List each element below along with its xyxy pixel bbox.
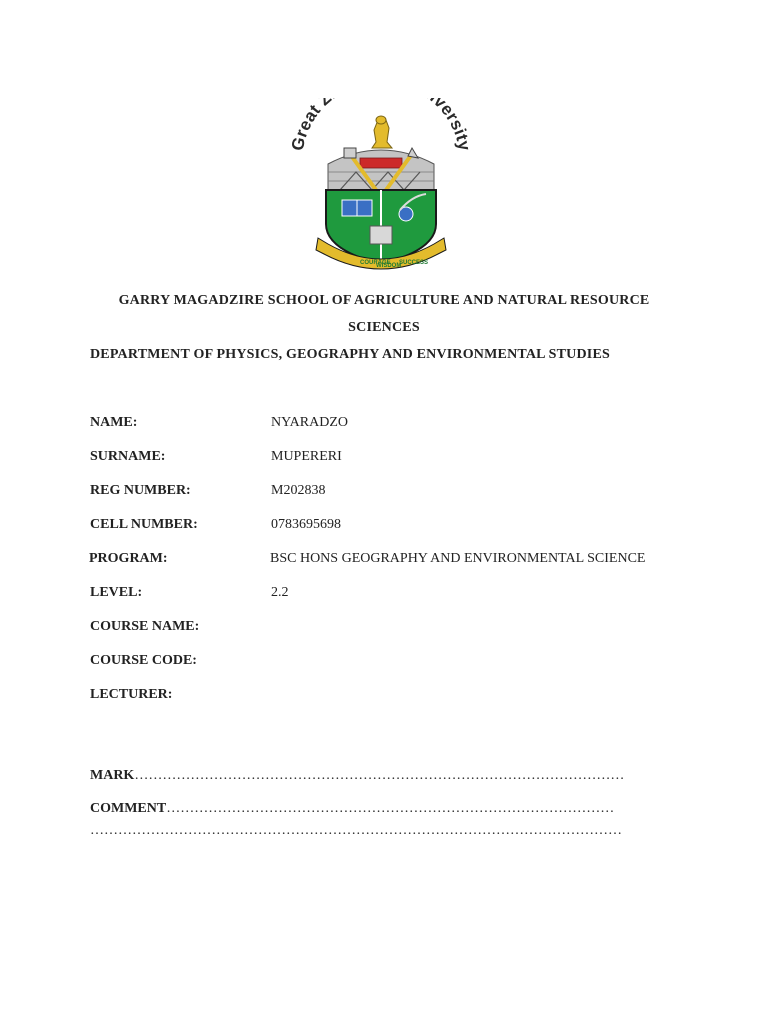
logo-university-name: Great Z versity (288, 98, 474, 153)
reg-number-label: REG NUMBER: (90, 483, 191, 498)
student-info-table (90, 413, 678, 719)
mark-dots: …………………………………………………………………………………………… (134, 768, 625, 783)
comment-dots: …………………………………………………………………………………… (166, 801, 615, 816)
field-row-lecturer (90, 685, 678, 705)
motto-word-2: WISDOM (376, 263, 402, 269)
mark-line (90, 768, 624, 784)
program-label: PROGRAM: (89, 551, 168, 566)
field-row-level (90, 583, 678, 603)
name-label: NAME: (90, 415, 138, 430)
field-row-program (90, 549, 678, 569)
mark-label: MARK (90, 768, 135, 783)
cell-number-label: CELL NUMBER: (90, 517, 198, 532)
field-row-course-code (90, 651, 678, 671)
level-value: 2.2 (271, 585, 289, 600)
cell-number-value: 0783695698 (271, 517, 341, 532)
field-row-name (90, 413, 678, 433)
department-name: DEPARTMENT OF PHYSICS, GEOGRAPHY AND ENVIRONMENTAL STUDIES (90, 347, 610, 362)
course-name-label: COURSE NAME: (90, 619, 200, 634)
level-label: LEVEL: (90, 585, 143, 600)
reg-number-value: M202838 (271, 483, 326, 498)
comment-label: COMMENT (90, 801, 167, 816)
school-name-line1: GARRY MAGADZIRE SCHOOL OF AGRICULTURE AND NATURAL RESOURCE (118, 293, 650, 308)
field-row-cell-number (90, 515, 678, 535)
surname-label: SURNAME: (90, 449, 166, 464)
surname-value: MUPERERI (271, 449, 342, 464)
university-crest-logo (288, 98, 474, 282)
comment-dots-line2: …………………………………………………………………………………………………… (90, 823, 622, 838)
course-code-label: COURSE CODE: (90, 653, 197, 668)
school-name-line2: SCIENCES (348, 320, 420, 335)
name-value: NYARADZO (271, 415, 348, 430)
motto-word-3: SUCCESS (399, 260, 429, 266)
field-row-surname (90, 447, 678, 467)
zimbabwe-bird-icon (372, 116, 392, 148)
motto-word-1: COURAGE (360, 260, 391, 266)
program-value: BSC HONS GEOGRAPHY AND ENVIRONMENTAL SCIENCE (270, 551, 646, 566)
field-row-course-name (90, 617, 678, 637)
lecturer-label: LECTURER: (90, 687, 173, 702)
field-row-reg-number (90, 481, 678, 501)
comment-line (90, 801, 614, 817)
